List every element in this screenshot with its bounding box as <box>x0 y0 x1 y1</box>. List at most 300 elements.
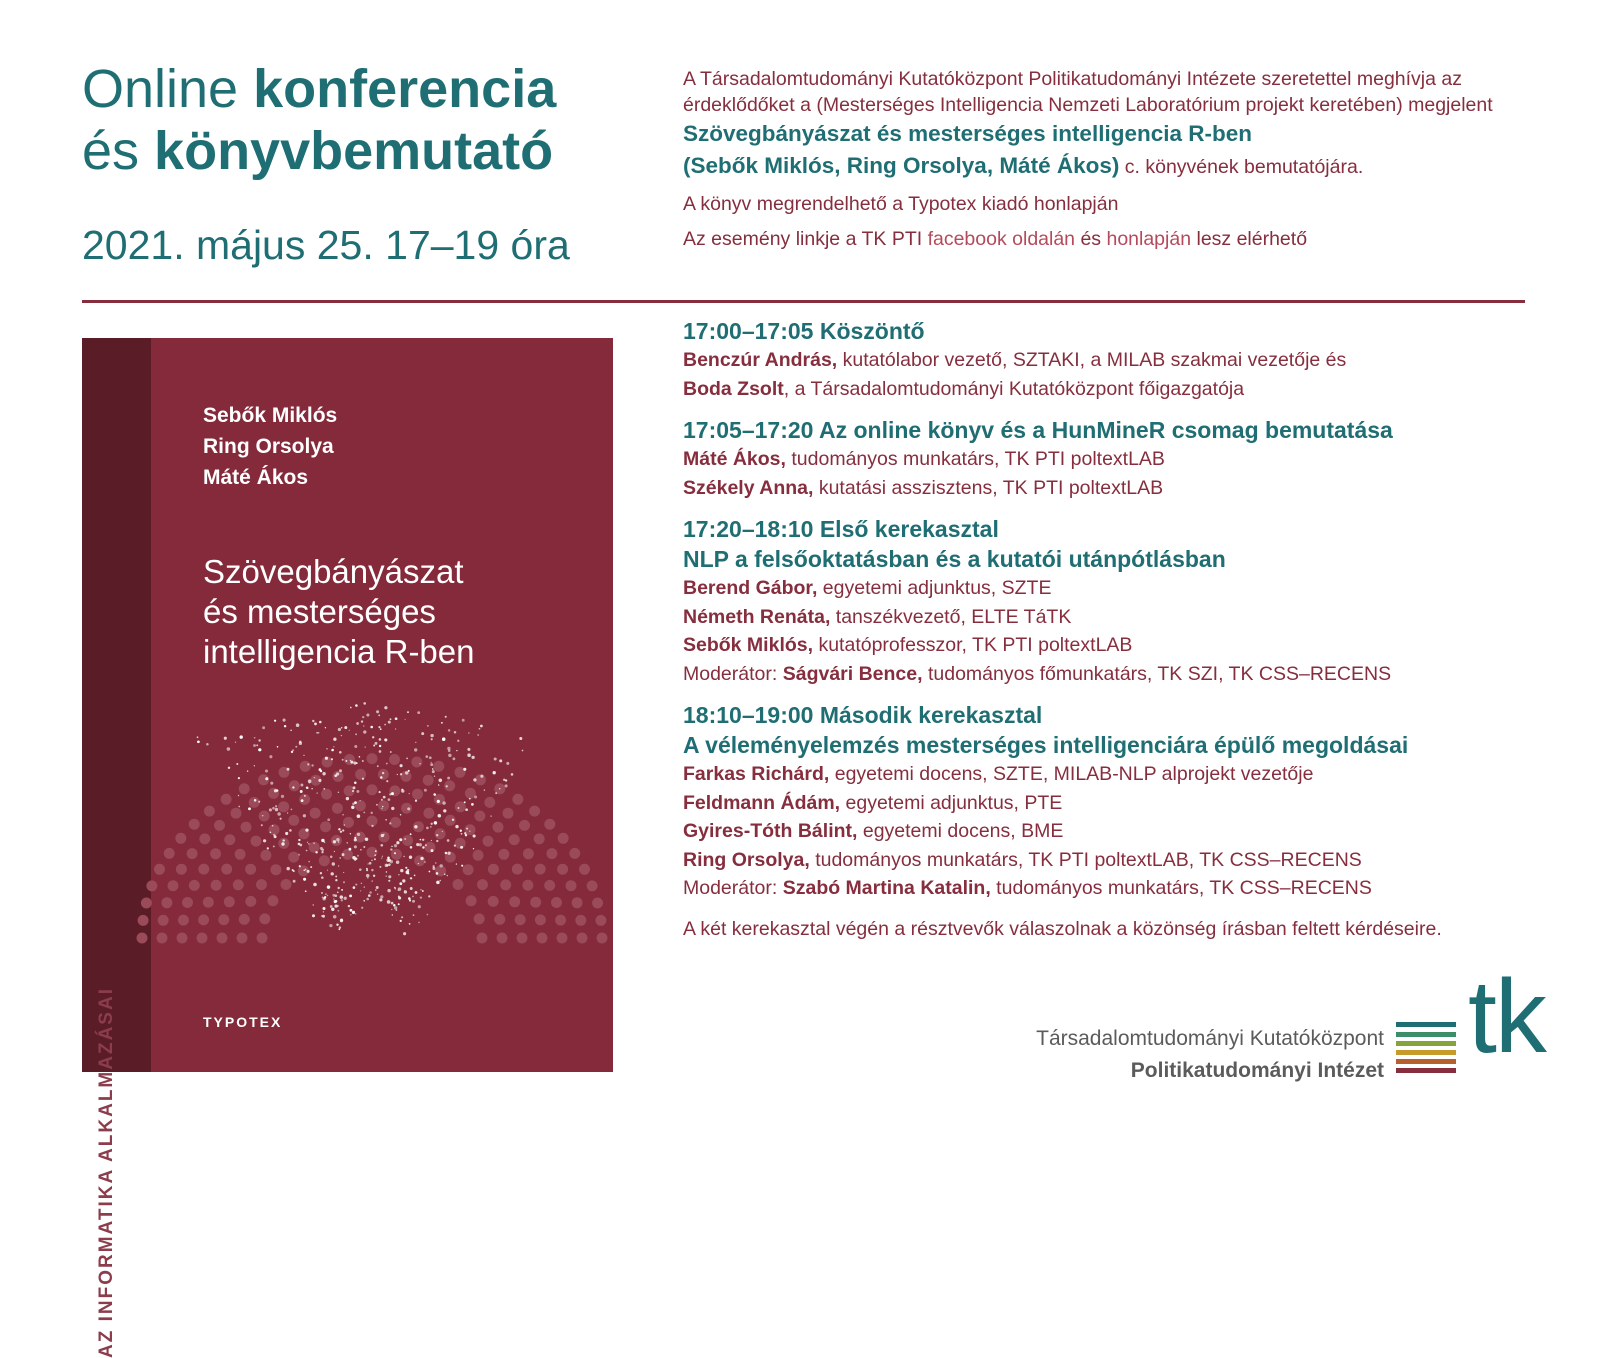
cover-art-sparkle <box>341 727 342 728</box>
cover-art-dot <box>178 915 189 926</box>
cover-art-dot <box>494 914 505 925</box>
cover-art-dot <box>517 933 528 944</box>
cover-art-sparkle <box>420 896 422 898</box>
cover-art-sparkle <box>349 895 352 898</box>
cover-art-sparkle <box>469 830 470 831</box>
speaker-line: Székely Anna, kutatási asszisztens, TK PTI poltextLAB <box>683 476 1164 499</box>
cover-art-sparkle <box>395 717 398 720</box>
cover-dot-arc-illustration <box>182 688 562 948</box>
cover-art-sparkle <box>461 833 463 835</box>
cover-art-sparkle <box>447 875 448 876</box>
cover-art-sparkle <box>480 725 483 728</box>
cover-art-sparkle <box>386 875 387 876</box>
event-title <box>82 58 642 182</box>
cover-art-sparkle <box>340 895 343 898</box>
cover-art-dot <box>555 915 566 926</box>
cover-art-sparkle <box>342 853 345 856</box>
cover-art-sparkle <box>320 872 322 874</box>
cover-art-dot <box>224 896 235 907</box>
cover-art-dot <box>281 879 292 890</box>
session-subtitle: A véleményelemzés mesterséges intelligenciára épülő megoldásai <box>683 732 1409 758</box>
speaker-line: Ring Orsolya, tudományos munkatárs, TK PTI poltextLAB, TK CSS–RECENS <box>683 848 1362 871</box>
cover-art-sparkle <box>262 815 264 817</box>
cover-art-dot <box>535 914 546 925</box>
cover-art-sparkle <box>431 823 433 825</box>
cover-art-dot <box>249 797 260 808</box>
cover-art-sparkle <box>331 908 334 911</box>
cover-art-sparkle <box>456 750 457 751</box>
cover-art-dot <box>401 803 412 814</box>
cover-art-sparkle <box>329 924 332 927</box>
cover-art-sparkle <box>522 750 524 752</box>
cover-art-dot <box>597 933 608 944</box>
cover-art-dot <box>154 864 165 875</box>
cover-art-dot <box>453 879 464 890</box>
cover-art-sparkle <box>345 760 347 762</box>
cover-art-sparkle <box>332 862 335 865</box>
cover-art-sparkle <box>333 915 337 919</box>
cover-art-sparkle <box>313 883 317 887</box>
cover-art-sparkle <box>442 831 443 832</box>
cover-art-sparkle <box>284 725 286 727</box>
cover-art-sparkle <box>355 704 358 707</box>
cover-art-sparkle <box>335 875 337 877</box>
moderator-name: Szabó Martina Katalin, <box>782 877 991 899</box>
cover-art-sparkle <box>493 771 496 774</box>
cover-art-sparkle <box>285 832 288 835</box>
cover-art-sparkle <box>362 760 364 762</box>
cover-art-dot <box>157 933 168 944</box>
cover-art-sparkle <box>373 745 375 747</box>
cover-art-dot <box>483 836 494 847</box>
speaker-name: Benczúr András, <box>683 349 838 371</box>
cover-art-dot <box>367 753 378 764</box>
speaker-name: Máté Ákos, <box>683 448 786 470</box>
cover-art-sparkle <box>361 720 363 722</box>
cover-art-dot <box>189 819 200 830</box>
cover-art-dot <box>300 761 311 772</box>
cover-art-dot <box>515 914 526 925</box>
cover-art-sparkle <box>394 906 397 909</box>
cover-art-sparkle <box>431 849 434 852</box>
cover-art-sparkle <box>408 770 410 772</box>
cover-art-sparkle <box>410 833 412 835</box>
cover-art-dot <box>288 815 299 826</box>
cover-art-sparkle <box>448 729 451 732</box>
cover-art-sparkle <box>280 818 282 820</box>
cover-art-sparkle <box>304 795 306 797</box>
cover-art-sparkle <box>275 805 277 807</box>
cover-art-sparkle <box>405 867 407 869</box>
book-authors: (Sebők Miklós, Ring Orsolya, Máté Ákos) <box>683 153 1120 178</box>
cover-art-sparkle <box>372 736 374 738</box>
cover-art-sparkle <box>374 858 376 860</box>
speaker-line: Máté Ákos, tudományos munkatárs, TK PTI poltextLAB <box>683 448 1165 470</box>
cover-art-sparkle <box>432 865 434 867</box>
logo-stripe <box>1396 1050 1456 1055</box>
cover-art-sparkle <box>420 889 422 891</box>
cover-art-sparkle <box>467 748 470 751</box>
cover-art-sparkle <box>316 792 317 793</box>
cover-art-dot <box>218 914 229 925</box>
cover-art-sparkle <box>301 799 304 802</box>
cover-art-sparkle <box>396 841 399 844</box>
cover-art-sparkle <box>414 825 417 828</box>
cover-art-sparkle <box>410 846 413 849</box>
cover-art-dot <box>512 794 523 805</box>
cover-art-sparkle <box>383 796 386 799</box>
session-subtitle: NLP a felsőoktatásban és a kutatói utánpótlásban <box>683 546 1226 572</box>
cover-art-sparkle <box>415 742 416 743</box>
cover-art-sparkle <box>376 886 379 889</box>
cover-art-sparkle <box>382 772 384 774</box>
cover-art-sparkle <box>444 873 446 875</box>
cover-art-sparkle <box>330 856 333 859</box>
cover-art-sparkle <box>338 865 339 866</box>
cover-art-sparkle <box>464 801 466 803</box>
cover-art-sparkle <box>466 828 468 830</box>
cover-art-sparkle <box>333 840 336 843</box>
cover-art-sparkle <box>430 763 433 766</box>
cover-art-sparkle <box>269 755 272 758</box>
cover-art-dot <box>344 754 355 765</box>
cover-art-sparkle <box>392 914 393 915</box>
cover-art-sparkle <box>254 799 257 802</box>
cover-art-sparkle <box>281 842 284 845</box>
cover-art-sparkle <box>429 871 431 873</box>
cover-art-sparkle <box>335 879 337 881</box>
cover-art-sparkle <box>464 832 466 834</box>
cover-art-sparkle <box>427 725 429 727</box>
cover-art-sparkle <box>400 764 403 767</box>
cover-art-sparkle <box>363 811 365 813</box>
cover-art-dot <box>231 808 242 819</box>
cover-art-sparkle <box>381 808 382 809</box>
cover-art-dot <box>204 806 215 817</box>
cover-art-sparkle <box>354 837 356 839</box>
cover-art-sparkle <box>303 755 304 756</box>
program-session <box>683 514 1563 688</box>
cover-art-sparkle <box>305 828 308 831</box>
cover-art-sparkle <box>390 751 392 753</box>
cover-art-sparkle <box>381 799 383 801</box>
cover-art-sparkle <box>342 829 344 831</box>
cover-art-sparkle <box>281 795 284 798</box>
cover-art-dot <box>474 811 485 822</box>
cover-art-dot <box>319 855 330 866</box>
book-cover <box>82 338 613 1358</box>
cover-art-sparkle <box>347 842 348 843</box>
cover-art-sparkle <box>439 864 442 867</box>
order-text[interactable]: A könyv megrendelhető a Typotex kiadó honlapján <box>683 193 1119 215</box>
cover-art-sparkle <box>401 789 404 792</box>
cover-art-sparkle <box>338 792 339 793</box>
cover-art-sparkle <box>387 889 390 892</box>
speaker-name: Farkas Richárd, <box>683 763 830 785</box>
cover-art-dot <box>503 808 514 819</box>
program-session <box>683 415 1563 502</box>
cover-art-dot <box>367 847 378 858</box>
cover-art-sparkle <box>447 852 450 855</box>
cover-art-sparkle <box>331 749 334 752</box>
cover-art-sparkle <box>343 872 344 873</box>
cover-art-dot <box>435 828 446 839</box>
cover-art-sparkle <box>238 777 240 779</box>
cover-art-sparkle <box>291 809 293 811</box>
cover-art-sparkle <box>323 788 325 790</box>
cover-art-sparkle <box>431 738 433 740</box>
cover-art-sparkle <box>403 856 404 857</box>
cover-art-dot <box>235 849 246 860</box>
cover-art-dot <box>412 789 423 800</box>
speaker-name: Gyires-Tóth Bálint, <box>683 820 858 842</box>
cover-art-sparkle <box>336 772 339 775</box>
speaker-name: Berend Gábor, <box>683 577 818 599</box>
cover-art-sparkle <box>458 807 460 809</box>
cover-art-sparkle <box>445 716 447 718</box>
cover-art-sparkle <box>410 887 413 890</box>
cover-art-sparkle <box>380 844 383 847</box>
cover-art-dot <box>270 864 281 875</box>
speaker-line: Farkas Richárd, egyetemi docens, SZTE, MILAB-NLP alprojekt vezetője <box>683 763 1314 785</box>
cover-art-sparkle <box>433 793 436 796</box>
cover-art-sparkle <box>388 863 391 866</box>
cover-art-sparkle <box>394 844 397 847</box>
cover-art-sparkle <box>405 771 408 774</box>
cover-art-sparkle <box>283 719 286 722</box>
cover-art-sparkle <box>363 702 366 705</box>
cover-art-sparkle <box>378 726 380 728</box>
cover-art-sparkle <box>495 792 497 794</box>
cover-art-dot <box>389 754 400 765</box>
cover-art-sparkle <box>350 761 353 764</box>
cover-authors <box>203 400 337 493</box>
event-title-line1: Online konferencia <box>82 59 557 119</box>
cover-art-sparkle <box>405 719 406 720</box>
cover-art-sparkle <box>363 900 365 902</box>
cover-art-sparkle <box>277 812 280 815</box>
event-link-text: Az esemény linkje a TK PTI facebook oldalán és honlapján lesz elérhető <box>683 228 1308 250</box>
cover-art-dot <box>477 933 488 944</box>
cover-art-sparkle <box>295 746 297 748</box>
cover-art-sparkle <box>354 745 357 748</box>
cover-art-dot <box>210 848 221 859</box>
cover-art-sparkle <box>376 710 379 713</box>
cover-art-dot <box>463 864 474 875</box>
cover-art-sparkle <box>341 889 343 891</box>
cover-art-sparkle <box>419 843 422 846</box>
cover-art-dot <box>256 879 267 890</box>
cover-art-sparkle <box>436 881 440 885</box>
cover-art-sparkle <box>352 790 354 792</box>
cover-art-dot <box>569 848 580 859</box>
cover-art-dot <box>378 800 389 811</box>
cover-art-sparkle <box>406 871 410 875</box>
cover-art-sparkle <box>365 837 369 841</box>
cover-art-sparkle <box>394 852 396 854</box>
cover-art-sparkle <box>425 844 427 846</box>
cover-art-sparkle <box>367 877 368 878</box>
cover-art-sparkle <box>361 907 363 909</box>
cover-art-sparkle <box>519 737 522 740</box>
cover-art-dot <box>474 913 485 924</box>
cover-art-sparkle <box>379 738 382 741</box>
homepage-link[interactable]: honlapján <box>1106 228 1192 250</box>
cover-art-dot <box>278 801 289 812</box>
cover-art-dot <box>355 769 366 780</box>
cover-art-sparkle <box>338 728 341 731</box>
moderator-line: Moderátor: Ságvári Bence, tudományos főmunkatárs, TK SZI, TK CSS–RECENS <box>683 662 1392 685</box>
cover-art-sparkle <box>506 762 509 765</box>
cover-series-title: AZ INFORMATIKA ALKALMAZÁSAI <box>96 987 117 1358</box>
institute-line1: Társadalomtudományi Kutatóközpont <box>1036 1027 1384 1050</box>
cover-art-sparkle <box>400 920 402 922</box>
cover-author: Máté Ákos <box>203 466 309 489</box>
cover-art-sparkle <box>380 776 383 779</box>
cover-art-sparkle <box>308 843 310 845</box>
cover-art-sparkle <box>499 788 500 789</box>
cover-art-sparkle <box>307 870 310 873</box>
cover-art-sparkle <box>414 875 416 877</box>
cover-art-sparkle <box>307 763 309 765</box>
cover-art-sparkle <box>443 809 446 812</box>
cover-art-dot <box>572 897 583 908</box>
cover-art-sparkle <box>254 765 255 766</box>
cover-art-sparkle <box>256 744 258 746</box>
cover-art-sparkle <box>396 861 399 864</box>
cover-art-sparkle <box>298 839 300 841</box>
cover-art-sparkle <box>385 819 387 821</box>
cover-art-sparkle <box>429 756 432 759</box>
cover-art-sparkle <box>388 798 391 801</box>
cover-art-sparkle <box>274 720 276 722</box>
logo-stripe <box>1396 1022 1456 1027</box>
cover-art-sparkle <box>325 893 327 895</box>
cover-art-sparkle <box>238 806 240 808</box>
cover-art-sparkle <box>400 869 403 872</box>
cover-art-sparkle <box>399 838 402 841</box>
cover-art-sparkle <box>404 890 407 893</box>
cover-art-sparkle <box>379 750 382 753</box>
cover-art-dot <box>137 933 148 944</box>
speaker-line: Sebők Miklós, kutatóprofesszor, TK PTI poltextLAB <box>683 634 1133 656</box>
cover-art-sparkle <box>287 768 290 771</box>
cover-art-dot <box>198 864 209 875</box>
cover-art-dot <box>575 915 586 926</box>
cover-art-sparkle <box>435 862 436 863</box>
cover-art-sparkle <box>349 909 352 912</box>
cover-art-sparkle <box>436 872 439 875</box>
cover-art-sparkle <box>471 756 474 759</box>
cover-art-sparkle <box>359 868 362 871</box>
cover-art-sparkle <box>338 841 340 843</box>
cover-art-sparkle <box>312 720 314 722</box>
cover-art-sparkle <box>258 739 260 741</box>
cover-art-sparkle <box>387 857 390 860</box>
cover-art-sparkle <box>415 800 417 802</box>
cover-art-sparkle <box>350 914 351 915</box>
cover-art-sparkle <box>362 716 364 718</box>
cover-art-sparkle <box>452 757 455 760</box>
closing-note: A két kerekasztal végén a résztvevők válaszolnak a közönség írásban feltett kérdéseire. <box>683 917 1442 940</box>
cover-art-sparkle <box>340 831 342 833</box>
cover-art-sparkle <box>408 897 411 900</box>
cover-art-sparkle <box>224 737 227 740</box>
cover-art-dot <box>473 850 484 861</box>
cover-art-dot <box>484 797 495 808</box>
cover-art-sparkle <box>452 819 454 821</box>
institute-name <box>1036 1023 1384 1087</box>
session-title: 17:00–17:05 Köszöntő <box>683 318 925 344</box>
cover-art-sparkle <box>426 827 429 830</box>
cover-art-sparkle <box>314 723 317 726</box>
cover-art-dot <box>414 855 425 866</box>
cover-art-sparkle <box>282 839 285 842</box>
cover-art-sparkle <box>473 778 476 781</box>
facebook-link[interactable]: facebook oldalán <box>927 228 1076 250</box>
cover-art-dot <box>203 897 214 908</box>
cover-art-sparkle <box>322 772 325 775</box>
cover-art-sparkle <box>292 869 294 871</box>
cover-art-sparkle <box>420 839 422 841</box>
cover-art-dot <box>197 933 208 944</box>
cover-art-dot <box>237 933 248 944</box>
cover-art-sparkle <box>342 759 344 761</box>
cover-art-sparkle <box>366 874 370 878</box>
cover-art-dot <box>551 897 562 908</box>
cover-art-sparkle <box>334 851 335 852</box>
cover-art-sparkle <box>400 814 402 816</box>
cover-art-sparkle <box>319 721 322 724</box>
cover-art-sparkle <box>360 849 362 851</box>
cover-art-sparkle <box>290 730 292 732</box>
cover-art-sparkle <box>438 814 442 818</box>
cover-art-dot <box>587 880 598 891</box>
cover-art-sparkle <box>307 842 308 843</box>
session-title: 17:20–18:10 Első kerekasztal <box>683 516 999 542</box>
cover-art-sparkle <box>274 835 277 838</box>
cover-art-sparkle <box>265 777 268 780</box>
cover-art-sparkle <box>505 784 508 787</box>
logo-stripe <box>1396 1032 1456 1037</box>
cover-art-dot <box>522 880 533 891</box>
logo-stripe <box>1396 1068 1456 1073</box>
cover-art-sparkle <box>356 790 359 793</box>
cover-art-sparkle <box>414 748 417 751</box>
cover-art-sparkle <box>286 867 290 871</box>
cover-art-dot <box>379 832 390 843</box>
cover-art-sparkle <box>380 728 382 730</box>
event-date: 2021. május 25. 17–19 óra <box>82 222 570 268</box>
cover-art-sparkle <box>439 880 441 882</box>
cover-art-sparkle <box>324 896 326 898</box>
cover-art-sparkle <box>324 841 326 843</box>
cover-art-dot <box>288 852 299 863</box>
cover-art-sparkle <box>412 895 414 897</box>
cover-art-sparkle <box>330 905 333 908</box>
cover-art-sparkle <box>310 866 312 868</box>
cover-art-sparkle <box>454 731 457 734</box>
cover-art-sparkle <box>323 907 326 910</box>
cover-art-sparkle <box>377 894 378 895</box>
cover-art-sparkle <box>359 800 360 801</box>
cover-art-sparkle <box>398 896 401 899</box>
cover-art-sparkle <box>371 869 373 871</box>
cover-art-sparkle <box>292 786 294 788</box>
cover-art-dot <box>257 933 268 944</box>
cover-art-dot <box>558 833 569 844</box>
cover-art-sparkle <box>361 883 362 884</box>
